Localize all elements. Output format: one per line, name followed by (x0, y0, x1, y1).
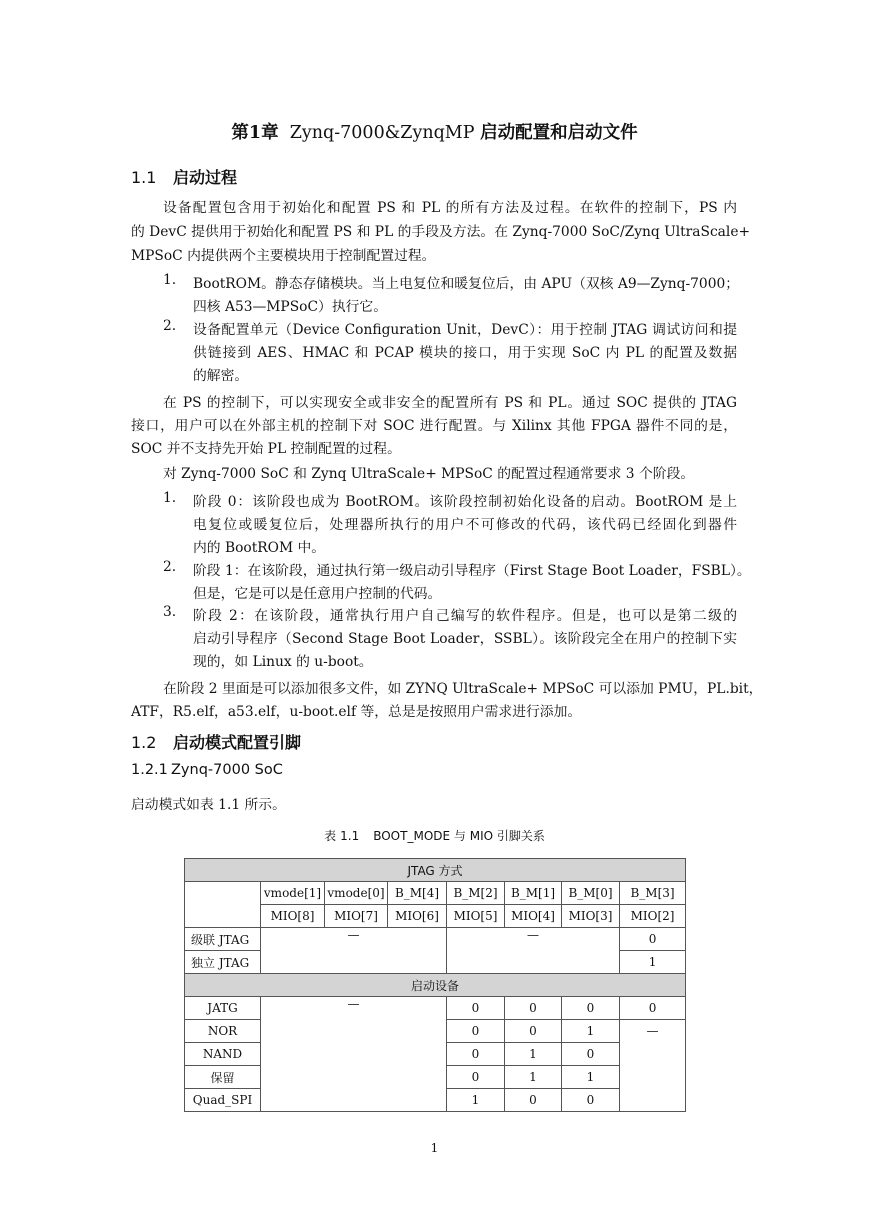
list-item-line: 的解密。 (193, 368, 249, 384)
list-item-line: 阶段 0：该阶段也成为 BootROM。该阶段控制初始化设备的启动。BootROM 是上 (193, 494, 737, 510)
dash-cell: — (261, 997, 447, 1112)
row-label-cell: NOR (185, 1020, 261, 1043)
mio-cell: MIO[8] (261, 905, 325, 928)
subsection-heading-1-2-1 (131, 762, 283, 778)
list-item-line: 四核 A53—MPSoC）执行它。 (193, 299, 388, 315)
row-label-cell: Quad_SPI (185, 1089, 261, 1112)
header-cell: B_M[3] (620, 882, 686, 905)
value-cell: 1 (505, 1066, 562, 1089)
subsection-title: Zynq-7000 SoC (171, 762, 283, 778)
value-cell: 0 (505, 1020, 562, 1043)
header-cell: B_M[0] (562, 882, 620, 905)
value-cell: 0 (620, 997, 686, 1020)
value-cell: 0 (447, 997, 505, 1020)
value-cell: 1 (562, 1020, 620, 1043)
dash-cell: — (261, 928, 447, 974)
value-cell: 0 (562, 1089, 620, 1112)
list-item-line: 阶段 2：在该阶段，通常执行用户自己编写的软件程序。但是，也可以是第二级的 (193, 608, 737, 624)
chapter-suffix: 启动配置和启动文件 (480, 123, 638, 143)
table-caption (0, 827, 869, 844)
header-cell: vmode[1] (261, 882, 325, 905)
value-cell: 0 (447, 1020, 505, 1043)
mio-cell: MIO[2] (620, 905, 686, 928)
mio-cell: MIO[3] (562, 905, 620, 928)
page-number: 1 (430, 1141, 439, 1155)
mio-cell: MIO[4] (505, 905, 562, 928)
chapter-main: Zynq-7000&ZynqMP (289, 123, 475, 143)
section-heading-1-1 (131, 165, 237, 188)
list-item-line: 启动引导程序（Second Stage Boot Loader，SSBL）。该阶段完全在用户的控制下实 (193, 631, 737, 647)
row-label-cell: 级联 JTAG (185, 928, 261, 951)
paragraph-line: 接口，用户可以在外部主机的控制下对 SOC 进行配置。与 Xilinx 其他 FPGA 器件不同的是， (131, 418, 737, 434)
list-item-line: 内的 BootROM 中。 (193, 540, 326, 556)
list-number: 2. (163, 318, 177, 334)
value-cell: 0 (505, 1089, 562, 1112)
subsection-number: 1.2.1 (131, 762, 168, 778)
value-cell: 0 (562, 1043, 620, 1066)
paragraph-line: 设备配置包含用于初始化和配置 PS 和 PL 的所有方法及过程。在软件的控制下，PS 内 (163, 200, 737, 216)
row-label-cell: NAND (185, 1043, 261, 1066)
paragraph-line: ATF，R5.elf，a53.elf，u-boot.elf 等，总是是按照用户需求进行添加。 (131, 704, 582, 720)
table-row (185, 928, 686, 951)
mio-cell: MIO[7] (325, 905, 388, 928)
list-item-line: 现的，如 Linux 的 u-boot。 (193, 654, 373, 670)
list-number: 1. (163, 272, 177, 288)
value-cell: 1 (447, 1089, 505, 1112)
list-item-line: BootROM。静态存储模块。当上电复位和暖复位后，由 APU（双核 A9—Zynq-7000； (193, 276, 740, 292)
paragraph-line: MPSoC 内提供两个主要模块用于控制配置过程。 (131, 248, 436, 264)
value-cell: 1 (505, 1043, 562, 1066)
paragraph-line: 启动模式如表 1.1 所示。 (131, 797, 286, 813)
row-label-cell: 保留 (185, 1066, 261, 1089)
boot-mode-table (184, 858, 686, 1112)
list-number: 1. (163, 490, 177, 506)
table-row (185, 882, 686, 905)
list-item-line: 阶段 1：在该阶段，通过执行第一级启动引导程序（First Stage Boot Loader，FSBL）。 (193, 563, 751, 579)
chapter-prefix: 第1章 (231, 123, 279, 143)
mio-cell: MIO[6] (388, 905, 447, 928)
caption-text: BOOT_MODE 与 MIO 引脚关系 (373, 829, 545, 843)
mio-cell: MIO[5] (447, 905, 505, 928)
list-number: 3. (163, 604, 177, 620)
list-item-line: 设备配置单元（Device Configuration Unit，DevC）：用于控制 JTAG 调试访问和提 (193, 322, 737, 338)
paragraph-line: SOC 并不支持先开始 PL 控制配置的过程。 (131, 441, 401, 457)
value-cell: 0 (447, 1066, 505, 1089)
table-row (185, 859, 686, 882)
value-cell: 1 (620, 951, 686, 974)
table-row (185, 905, 686, 928)
value-cell: 0 (620, 928, 686, 951)
row-label-cell: 独立 JTAG (185, 951, 261, 974)
paragraph-line: 在阶段 2 里面是可以添加很多文件，如 ZYNQ UltraScale+ MPSoC 可以添加 PMU，PL.bit， (163, 681, 763, 697)
paragraph-line: 在 PS 的控制下，可以实现安全或非安全的配置所有 PS 和 PL。通过 SOC 提供的 JTAG (163, 395, 737, 411)
empty-cell (185, 882, 261, 928)
value-cell: 0 (447, 1043, 505, 1066)
row-label-cell: JATG (185, 997, 261, 1020)
section-header-cell: 启动设备 (185, 974, 686, 997)
paragraph-line: 的 DevC 提供用于初始化和配置 PS 和 PL 的手段及方法。在 Zynq-7000 SoC/Zynq UltraScale+ (131, 224, 751, 240)
paragraph-line: 对 Zynq-7000 SoC 和 Zynq UltraScale+ MPSoC 的配置过程通常要求 3 个阶段。 (163, 466, 695, 482)
header-cell: B_M[4] (388, 882, 447, 905)
table-row (185, 997, 686, 1020)
chapter-title (0, 119, 869, 144)
value-cell: 0 (562, 997, 620, 1020)
section-heading-1-2 (131, 730, 301, 753)
list-item-line: 电复位或暖复位后，处理器所执行的用户不可修改的代码，该代码已经固化到器件 (193, 517, 737, 533)
table-row (185, 974, 686, 997)
section-number: 1.2 (131, 733, 157, 752)
section-header-cell: JTAG 方式 (185, 859, 686, 882)
value-cell: 0 (505, 997, 562, 1020)
list-number: 2. (163, 559, 177, 575)
value-cell: 1 (562, 1066, 620, 1089)
section-number: 1.1 (131, 168, 157, 187)
caption-number: 1.1 (340, 829, 360, 843)
section-title: 启动模式配置引脚 (173, 733, 302, 752)
section-title: 启动过程 (173, 168, 238, 187)
list-item-line: 但是，它是可以是任意用户控制的代码。 (193, 586, 442, 602)
caption-label: 表 (324, 829, 337, 843)
list-item-line: 供链接到 AES、HMAC 和 PCAP 模块的接口，用于实现 SoC 内 PL 的配置及数据 (193, 345, 737, 361)
header-cell: B_M[1] (505, 882, 562, 905)
header-cell: vmode[0] (325, 882, 388, 905)
dash-cell: — (447, 928, 620, 974)
header-cell: B_M[2] (447, 882, 505, 905)
dash-cell: — (620, 1020, 686, 1112)
